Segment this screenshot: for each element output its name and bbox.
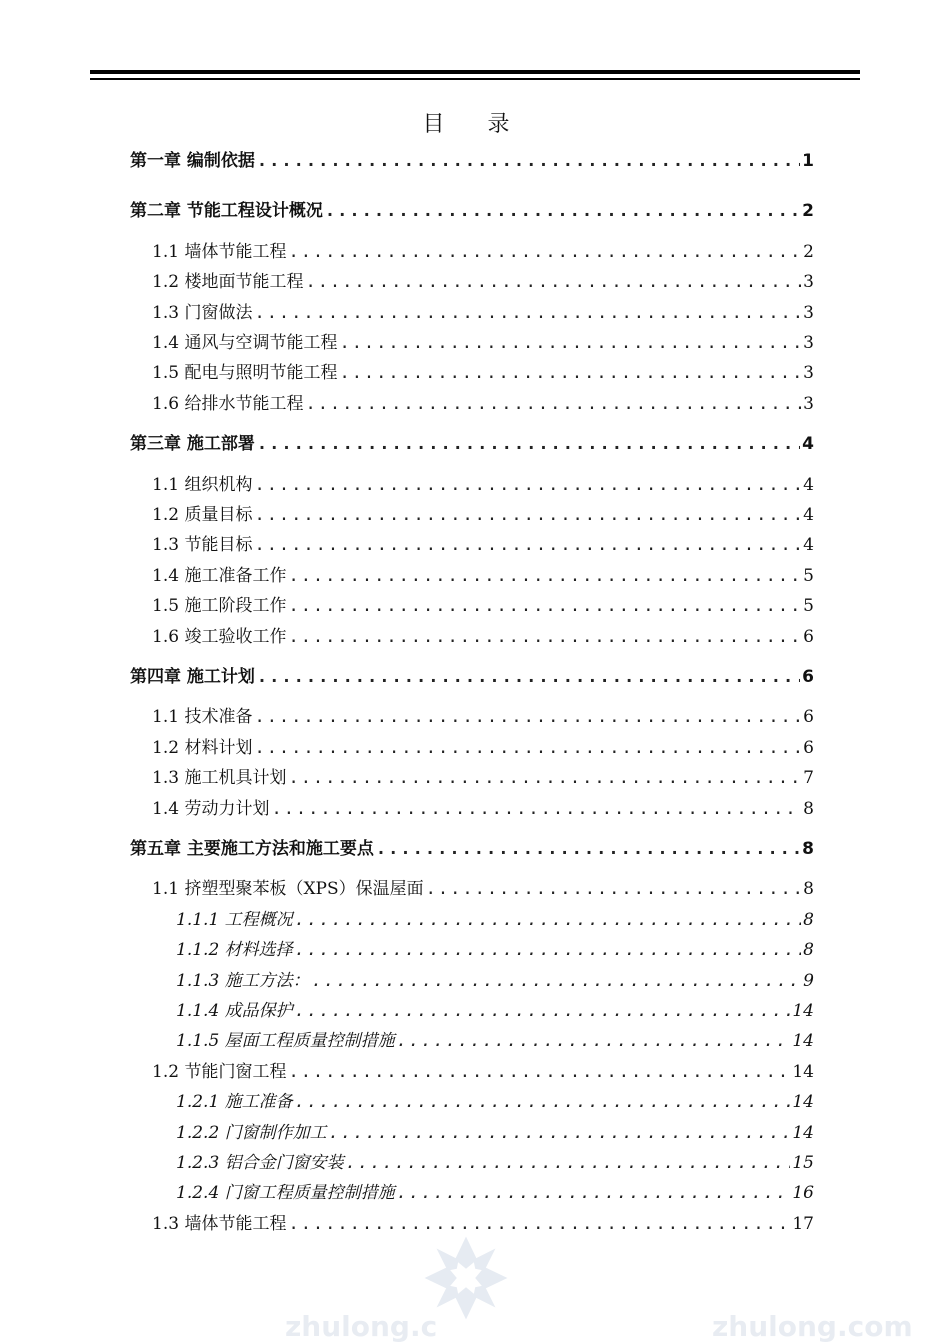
toc-entry-label: 1.1.2 材料选择 [176, 940, 293, 961]
toc-entry[interactable] [152, 271, 814, 293]
toc-leader-dots [288, 767, 801, 789]
toc-entry-page: 2 [803, 241, 814, 262]
toc-entry-page: 8 [802, 839, 814, 859]
toc-entry[interactable] [130, 433, 814, 455]
toc-leader-dots [254, 302, 801, 324]
toc-leader-dots [376, 838, 800, 860]
toc-entry-page: 3 [803, 272, 814, 293]
toc-entry-label: 第五章 主要施工方法和施工要点 [130, 839, 374, 859]
toc-entry-label: 1.2.2 门窗制作加工 [176, 1122, 327, 1143]
toc-leader-dots [288, 241, 801, 263]
toc-entry-page: 14 [792, 1001, 814, 1021]
toc-entry-page: 8 [803, 909, 814, 930]
toc-entry-label: 1.2 质量目标 [152, 505, 253, 525]
snowflake-logo-icon [420, 1232, 512, 1324]
toc-leader-dots [288, 565, 801, 587]
toc-entry[interactable] [176, 1182, 814, 1204]
toc-entry-label: 1.4 通风与空调节能工程 [152, 333, 338, 353]
toc-leader-dots [257, 666, 800, 688]
toc-entry-page: 6 [803, 737, 814, 758]
header-rule-thick [90, 70, 860, 74]
header-rule-thin [90, 78, 860, 80]
toc-leader-dots [295, 939, 802, 961]
toc-entry-label: 1.3 施工机具计划 [152, 768, 287, 789]
toc-entry-page: 3 [803, 393, 814, 414]
toc-entry[interactable] [176, 1122, 814, 1144]
toc-leader-dots [288, 1213, 790, 1235]
toc-entry[interactable] [152, 798, 814, 820]
toc-entry-label: 1.5 施工阶段工作 [152, 596, 287, 617]
toc-leader-dots [288, 1061, 790, 1083]
toc-entry-page: 6 [803, 626, 814, 647]
toc-entry-label: 1.2.4 门窗工程质量控制措施 [176, 1183, 395, 1204]
toc-entry-page: 15 [792, 1153, 814, 1173]
toc-entry[interactable] [152, 737, 814, 759]
toc-leader-dots [295, 1000, 791, 1022]
toc-entry-label: 1.2 楼地面节能工程 [152, 272, 304, 293]
toc-entry-page: 14 [792, 1061, 814, 1082]
toc-entry-label: 1.1.4 成品保护 [176, 1001, 293, 1021]
toc-entry-label: 1.2.1 施工准备 [176, 1092, 293, 1113]
toc-leader-dots [295, 1091, 791, 1113]
toc-entry[interactable] [176, 1030, 814, 1052]
toc-entry-label: 第一章 编制依据 [130, 151, 255, 171]
toc-leader-dots [397, 1030, 791, 1052]
toc-entry[interactable] [152, 767, 814, 789]
toc-entry[interactable] [130, 150, 814, 172]
toc-entry-page: 1 [802, 151, 814, 171]
toc-entry-page: 14 [792, 1122, 814, 1143]
toc-entry-page: 4 [803, 474, 814, 495]
toc-entry-label: 1.4 劳动力计划 [152, 798, 270, 819]
toc-entry[interactable] [176, 939, 814, 961]
toc-entry-label: 1.4 施工准备工作 [152, 565, 287, 586]
toc-entry[interactable] [152, 393, 814, 415]
toc-entry-page: 5 [803, 565, 814, 586]
toc-entry[interactable] [130, 666, 814, 688]
toc-entry-label: 1.2 材料计划 [152, 737, 253, 758]
watermark-text-2: zhulong.com [712, 1310, 913, 1343]
toc-leader-dots [254, 504, 801, 526]
toc-entry-label: 1.3 门窗做法 [152, 302, 253, 323]
toc-leader-dots [339, 332, 801, 354]
toc-entry[interactable] [152, 534, 814, 556]
toc-leader-dots [288, 626, 801, 648]
toc-leader-dots [426, 878, 802, 900]
toc-entry-page: 8 [803, 940, 814, 961]
toc-entry-page: 6 [802, 667, 814, 687]
toc-entry[interactable] [176, 1152, 814, 1174]
toc-entry-label: 1.3 节能目标 [152, 535, 253, 556]
toc-leader-dots [271, 798, 801, 820]
toc-entry[interactable] [152, 706, 814, 728]
toc-leader-dots [312, 970, 802, 992]
toc-entry-label: 第二章 节能工程设计概况 [130, 201, 323, 222]
toc-entry-page: 7 [803, 768, 814, 789]
toc-entry-label: 1.1 挤塑型聚苯板（XPS）保温屋面 [152, 879, 424, 900]
toc-leader-dots [254, 737, 801, 759]
toc-entry-page: 3 [803, 333, 814, 353]
toc-entry-label: 1.6 给排水节能工程 [152, 393, 304, 414]
toc-entry-label: 第四章 施工计划 [130, 667, 255, 687]
toc-entry[interactable] [176, 970, 814, 992]
toc-leader-dots [288, 595, 801, 617]
toc-leader-dots [254, 474, 801, 496]
toc-leader-dots [254, 706, 801, 728]
toc-entry-label: 1.1.5 屋面工程质量控制措施 [176, 1031, 395, 1052]
toc-leader-dots [397, 1182, 791, 1204]
toc-entry[interactable] [176, 909, 814, 931]
toc-entry[interactable] [152, 302, 814, 324]
toc-leader-dots [254, 534, 801, 556]
toc-entry[interactable] [152, 626, 814, 648]
toc-entry-label: 1.2.3 铝合金门窗安装 [176, 1153, 344, 1173]
toc-entry-label: 1.1.1 工程概况 [176, 909, 293, 930]
toc-entry-page: 5 [803, 596, 814, 617]
toc-entry-label: 1.3 墙体节能工程 [152, 1213, 287, 1234]
toc-entry-page: 9 [803, 970, 814, 991]
page-title: 目 录 [422, 112, 528, 137]
toc-leader-dots [329, 1122, 791, 1144]
toc-leader-dots [339, 362, 801, 384]
toc-entry[interactable] [152, 565, 814, 587]
toc-entry-page: 3 [803, 363, 814, 384]
toc-entry[interactable] [176, 1091, 814, 1113]
toc-entry-page: 4 [802, 434, 814, 455]
toc-entry-label: 第三章 施工部署 [130, 434, 255, 455]
toc-entry[interactable] [152, 362, 814, 384]
toc-entry-label: 1.1.3 施工方法： [176, 970, 310, 991]
toc-leader-dots [305, 271, 801, 293]
toc-leader-dots [257, 433, 800, 455]
toc-entry[interactable] [152, 878, 814, 900]
toc-entry-label: 1.6 竣工验收工作 [152, 626, 287, 647]
toc-entry[interactable] [152, 474, 814, 496]
toc-entry-label: 1.1 墙体节能工程 [152, 241, 287, 262]
toc-leader-dots [305, 393, 801, 415]
toc-leader-dots [346, 1152, 791, 1174]
toc-entry-page: 4 [803, 505, 814, 525]
toc-entry[interactable] [152, 332, 814, 354]
toc-entry-page: 8 [803, 879, 814, 900]
watermark-text: zhulong.c [285, 1310, 438, 1343]
toc-entry[interactable] [176, 1000, 814, 1022]
toc-entry-page: 17 [792, 1213, 814, 1234]
toc-entry-label: 1.2 节能门窗工程 [152, 1061, 287, 1082]
toc-entry-page: 4 [803, 535, 814, 556]
toc-entry[interactable] [152, 595, 814, 617]
toc-leader-dots [295, 909, 802, 931]
toc-entry[interactable] [130, 200, 814, 222]
toc-entry[interactable] [130, 838, 814, 860]
toc-entry-page: 6 [803, 707, 814, 728]
toc-entry-page: 8 [803, 798, 814, 819]
toc-entry-label: 1.1 组织机构 [152, 474, 253, 495]
toc-entry-label: 1.5 配电与照明节能工程 [152, 363, 338, 384]
toc-entry-page: 16 [792, 1183, 814, 1204]
toc-entry[interactable] [152, 241, 814, 263]
toc-entry-page: 2 [802, 201, 814, 222]
toc-entry-page: 14 [792, 1092, 814, 1113]
toc-leader-dots [325, 200, 800, 222]
toc-entry-page: 14 [792, 1031, 814, 1052]
toc-entry-page: 3 [803, 302, 814, 323]
toc-leader-dots [257, 150, 800, 172]
toc-entry[interactable] [152, 504, 814, 526]
toc-entry[interactable] [152, 1061, 814, 1083]
toc-entry-label: 1.1 技术准备 [152, 707, 253, 728]
